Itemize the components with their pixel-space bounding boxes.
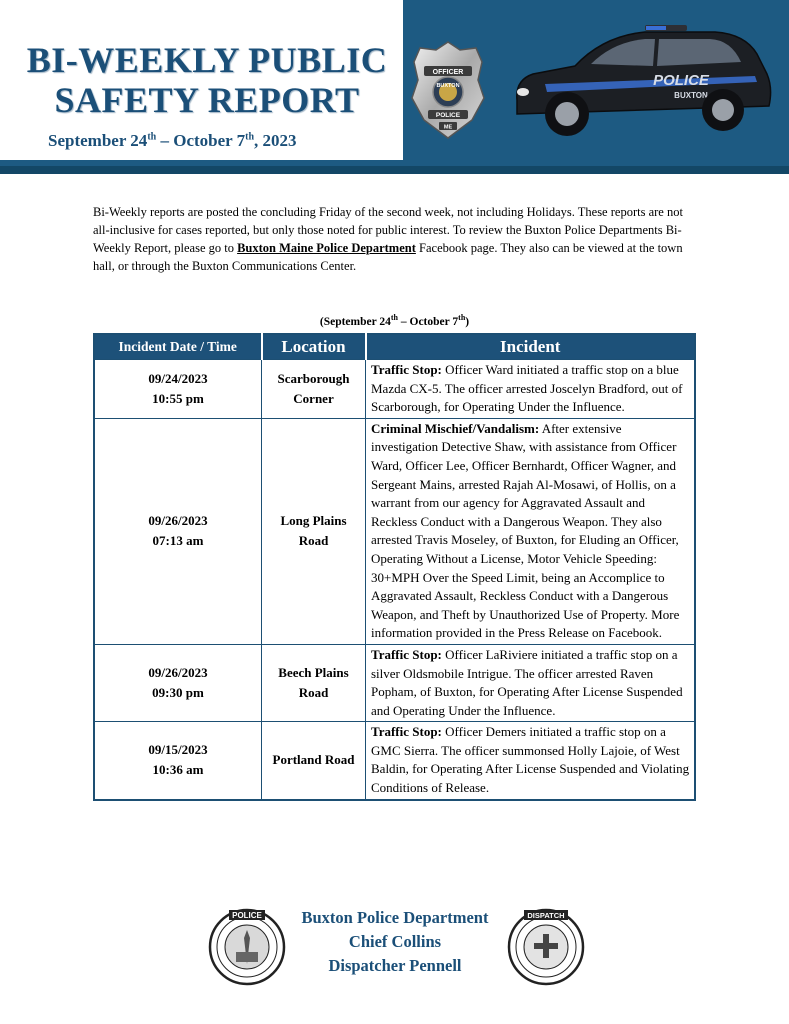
incident-description-cell [366, 418, 696, 644]
incident-location-cell [262, 644, 366, 721]
title-line-1: BI-WEEKLY PUBLIC [26, 40, 388, 80]
footer-chief: Chief Collins [348, 932, 442, 951]
incident-text: After extensive investigation Detective Shaw, with assistance from Officer Ward, Officer Lee, Officer Bernhardt, Officer Wagner, and Sergeant Mains, arrested Rajah Al-Mosawi, of Hollis, on a warrant from our agency for Aggravated Assault and Reckless Conduct with a Dangerous Weapon. They also arrested Travis Moseley, of Buxton, for Eluding an Officer, Operating Without a License, Motor Vehicle Speeding: 30+MPH Over the Speed Limit, being an Accomplice to Aggravated Assault, Reckless Conduct with a Dangerous Weapon, and Theft by Unauthorized Use of Property. More information provided in the Press Release on Facebook. [371, 420, 680, 641]
badge-middle-text: BUXTON [436, 83, 460, 89]
caption-open: (September 24 [319, 315, 391, 328]
incident-type: Traffic Stop: [371, 362, 442, 377]
table-header-row [94, 334, 695, 360]
dispatch-seal-label: DISPATCH [527, 911, 565, 920]
table-caption [93, 313, 696, 328]
intro-text-before: Bi-Weekly reports are posted the concluding Friday of the second week, not including Holidays. These reports are not all-inclusive for cases reported, but only those noted for public interest. To review the Buxton Police Departments Bi-Weekly Report, please go to [93, 205, 683, 255]
intro-text-after: Facebook page. They also can be viewed at the town hall, or through the Buxton Communications Center. [93, 241, 683, 273]
table-row [94, 722, 695, 800]
location-line-2: Road [298, 533, 329, 549]
incident-description-cell [366, 722, 696, 800]
incident-date: 09/26/2023 [148, 513, 208, 529]
incident-location-cell [262, 722, 366, 800]
badge-bottom-text: POLICE [435, 112, 461, 119]
location-line-1: Scarborough [277, 370, 350, 386]
incident-time: 09:30 pm [152, 685, 204, 701]
incident-location-cell [262, 360, 366, 419]
car-town-text: BUXTON [674, 91, 708, 100]
footer-department: Buxton Police Department [301, 908, 489, 927]
caption-close: ) [465, 315, 470, 328]
footer-dispatcher: Dispatcher Pennell [328, 956, 462, 975]
incident-type: Criminal Mischief/Vandalism: [371, 420, 540, 436]
badge-state-text: ME [443, 124, 453, 131]
date-year: , 2023 [254, 131, 297, 150]
incident-time: 07:13 am [152, 533, 204, 549]
footer-signature [285, 906, 505, 978]
incident-date-cell [94, 418, 262, 644]
table-row [94, 360, 695, 419]
incident-description-cell [366, 360, 696, 419]
incident-text: Officer Ward initiated a traffic stop on a blue Mazda CX-5. The officer arrested Joscelyn Bradford, out of Scarborough, for Operating Under the Influence. [371, 362, 683, 415]
police-seal-label: POLICE [232, 911, 262, 920]
date-start: September 24 [48, 131, 148, 150]
header-location: Location [262, 334, 366, 360]
incident-description-cell [366, 644, 696, 721]
header-incident: Incident [366, 334, 696, 360]
incident-date: 09/24/2023 [148, 370, 208, 386]
header-date-time: Incident Date / Time [94, 334, 262, 360]
facebook-page-link[interactable]: Buxton Maine Police Department [237, 241, 416, 255]
incident-time: 10:36 am [152, 762, 204, 778]
table-row [94, 418, 695, 644]
incident-date-cell [94, 722, 262, 800]
incident-text: Officer Demers initiated a traffic stop on a GMC Sierra. The officer summonsed Holly Lajoie, of West Baldin, for Operating After License Suspended and Violating Conditions of Release. [371, 724, 690, 796]
banner-stripe [0, 166, 789, 174]
location-line-1: Long Plains [280, 513, 347, 529]
caption-sup-2: th [458, 313, 466, 322]
header-banner [0, 0, 789, 166]
police-seal-icon [208, 908, 286, 986]
location-line-2: Road [298, 685, 329, 701]
badge-top-text: OFFICER [432, 69, 464, 76]
incident-date-cell [94, 360, 262, 419]
police-badge-icon [410, 40, 486, 140]
intro-paragraph [93, 203, 693, 275]
incident-type: Traffic Stop: [371, 724, 442, 740]
incident-date-cell [94, 644, 262, 721]
date-start-suffix: th [147, 131, 157, 143]
incident-location-cell [262, 418, 366, 644]
car-police-text: POLICE [653, 72, 709, 89]
date-separator: – October 7 [156, 131, 246, 150]
incident-date: 09/26/2023 [148, 665, 208, 681]
location-line-1: Portland Road [272, 752, 355, 768]
caption-sup-1: th [390, 313, 398, 322]
incident-type: Traffic Stop: [371, 646, 442, 662]
table-row [94, 644, 695, 721]
report-title [22, 40, 392, 120]
incident-text: Officer LaRiviere initiated a traffic stop on a silver Oldsmobile Intrigue. The officer arrested Raven Popham, of Buxton, for Operating After License Suspended and Operating Under the Influence. [371, 646, 683, 718]
location-line-2: Corner [293, 390, 334, 406]
police-car-icon [505, 22, 775, 147]
caption-mid: – October 7 [398, 315, 459, 328]
report-date-range [48, 131, 297, 151]
date-end-suffix: th [245, 131, 255, 143]
title-line-2: SAFETY REPORT [54, 80, 360, 120]
incident-table [93, 333, 696, 801]
location-line-1: Beech Plains [278, 665, 349, 681]
incident-time: 10:55 pm [152, 390, 204, 406]
incident-date: 09/15/2023 [148, 742, 208, 758]
dispatch-seal-icon [507, 908, 585, 986]
